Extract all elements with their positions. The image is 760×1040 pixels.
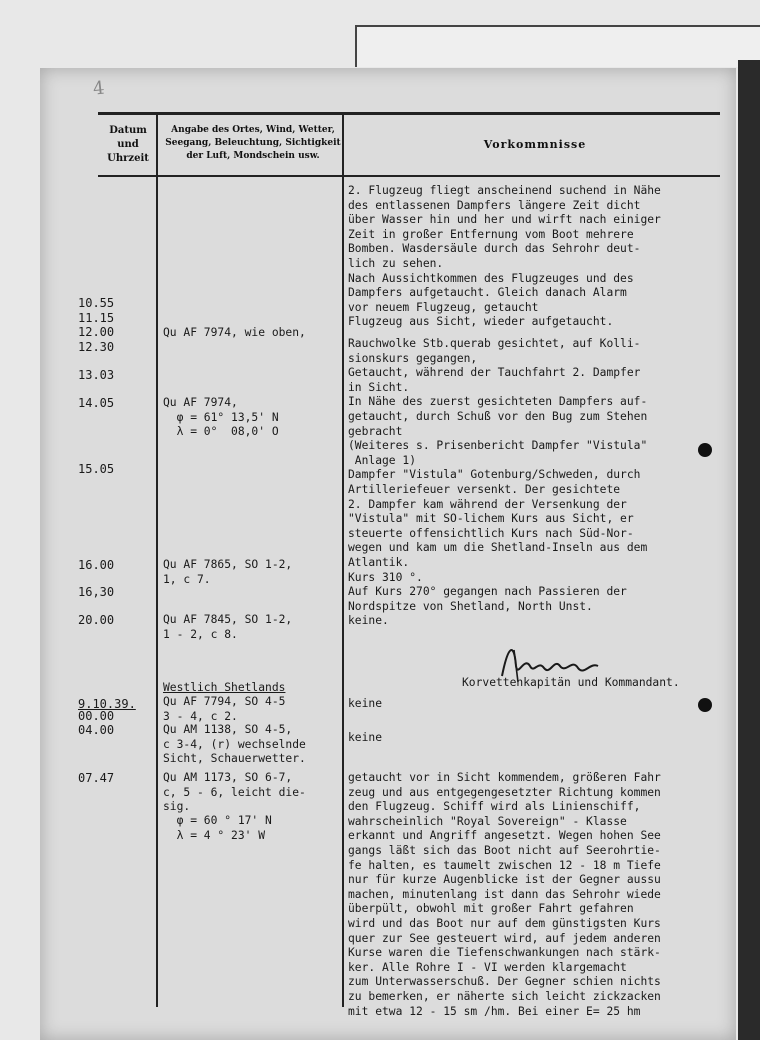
time-entry: 12.00 (78, 325, 115, 339)
punch-hole-top (698, 443, 712, 457)
location-entry: Qu AF 7974, wie oben, (163, 326, 306, 339)
event-entry: Auf Kurs 270° gegangen nach Passieren der Nordspitze von Shetland, North Unst. keine. (348, 585, 627, 628)
time-entry: 13.03 (78, 368, 115, 382)
location-entry: Qu AF 7845, SO 1-2, 1 - 2, c 8. (163, 613, 293, 641)
header-location (160, 124, 346, 163)
header-location-line-2: Seegang, Beleuchtung, Sichtigkeit (165, 138, 341, 148)
location-entry: Qu AM 1138, SO 4-5, c 3-4, (r) wechselnde Sicht, Schauerwetter. (163, 723, 306, 766)
location-entry: Qu AF 7865, SO 1-2, 1, c 7. (163, 558, 293, 586)
time-entry: 14.05 (78, 396, 115, 410)
time-entry: 12.30 (78, 340, 115, 354)
header-events: Vorkommnisse (483, 138, 587, 151)
time-entry: 00.00 (78, 709, 115, 723)
header-time-line: Uhrzeit (107, 153, 149, 164)
time-entry: 15.05 (78, 462, 115, 476)
page-number: 4 (91, 77, 106, 100)
header-date-line: Datum (109, 125, 147, 136)
header-top-rule (98, 112, 720, 115)
time-entry: 16,30 (78, 585, 115, 599)
date-entry: 9.10.39. (78, 697, 136, 711)
event-entry: 2. Flugzeug fliegt anscheinend suchend in Nähe des entlassenen Dampfers längere Zeit dicht über Wasser hin und her und wirft nach einiger Zeit in großer Entfernung vom Boot mehrere Bomben. Wasdersäule durch das Sehrohr deut- lich zu sehen. Nach Aussichtkommen des Flugzeuges und des Dampfers aufgetaucht. Gleich danach Alarm vor neuem Flugzeug, getaucht Flugzeug aus Sicht, wieder aufgetaucht. (348, 184, 661, 329)
time-entry: 04.00 (78, 723, 115, 737)
header-location-line-1: Angabe des Ortes, Wind, Wetter, (171, 125, 335, 135)
column-divider-1 (156, 112, 158, 1007)
location-entry: Qu AF 7974, φ = 61° 13,5' N λ = 0° 08,0' O (163, 396, 279, 439)
event-entry: getaucht vor in Sicht kommendem, größeren Fahr zeug und aus entgegengesetzter Richtung kommen den Flugzeug. Schiff wird als Linienschiff, wahrscheinlich "Royal Sovereign" - Klasse erkannt und Angriff angesetzt. Wegen hohen See gangs läßt sich das Boot nicht auf Seerohrtie- fe halten, es taumelt zwischen 12 - 18 m Tiefe nur für kurze Augenblicke ist der Gegner aussu machen, minutenlang ist dann das Sehrohr wiede überpült, obwohl mit großer Fahrt gefahren wird und das Boot nur auf dem günstigsten Kurs quer zur See gesteuert wird, auf jedem anderen Kurse waren die Tiefenschwankungen nach stärk- ker. Alle Rohre I - VI werden klargemacht zum Unterwasserschuß. Der Gegner schien nichts zu bemerken, er näherte sich leicht zickzacken mit etwa 12 - 15 sm /hm. Bei einer E= 25 hm (348, 771, 661, 1018)
event-entry: keine (348, 697, 383, 710)
column-divider-2 (342, 112, 344, 1007)
overlapping-paper (355, 25, 760, 67)
time-entry: 11.15 (78, 311, 115, 325)
location-entry: Qu AM 1173, SO 6-7, c, 5 - 6, leicht die- sig. (163, 771, 306, 814)
time-entry: 20.00 (78, 613, 115, 627)
time-entry: 10.55 (78, 296, 115, 310)
header-und-line: und (117, 139, 139, 150)
header-bottom-rule (98, 175, 720, 177)
location-entry: Westlich Shetlands (163, 681, 286, 694)
header-location-line-3: der Luft, Mondschein usw. (186, 151, 320, 161)
punch-hole-bottom (698, 698, 712, 712)
location-entry: φ = 60 ° 17' N λ = 4 ° 23' W (176, 814, 272, 842)
binding-strip (738, 60, 760, 1040)
signature-title: Korvettenkapitän und Kommandant. (462, 676, 680, 689)
time-entry: 07.47 (78, 771, 115, 785)
time-entry: 16.00 (78, 558, 115, 572)
location-entry: Qu AF 7794, SO 4-5 3 - 4, c 2. (163, 695, 286, 723)
event-entry: keine (348, 731, 383, 744)
header-date-time (100, 124, 156, 166)
event-entry: Rauchwolke Stb.querab gesichtet, auf Kolli- sionskurs gegangen, Getaucht, während der Tauchfahrt 2. Dampfer in Sicht. In Nähe des zuerst gesichteten Dampfers auf- getaucht, durch Schuß vor den Bug zum Stehen gebracht (Weiteres s. Prisenbericht Dampfer "Vistula" Anlage 1) Dampfer "Vistula" Gotenburg/Schweden, durch Artilleriefeuer versenkt. Der gesichtete 2. Dampfer kam während der Versenkung der "Vistula" mit SO-lichem Kurs aus Sicht, er steuerte offensichtlich Kurs nach Süd-Nor- wegen und kam um die Shetland-Inseln aus dem Atlantik. Kurs 310 °. (348, 337, 648, 584)
